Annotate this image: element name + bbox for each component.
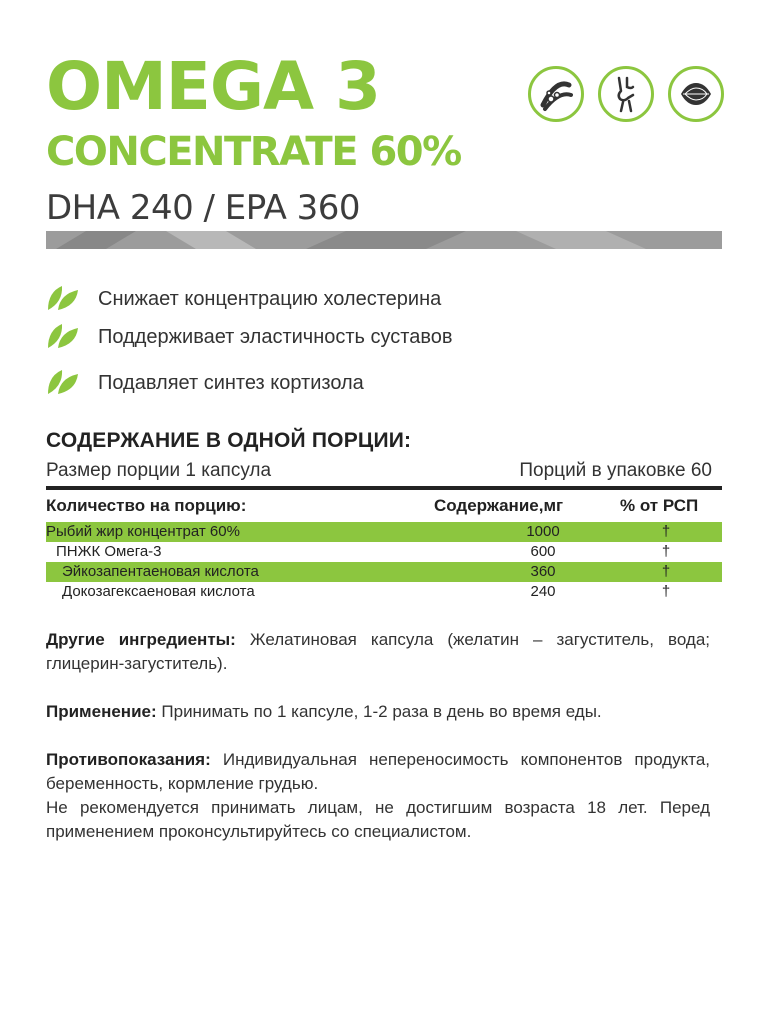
row-rsp: † [661,563,671,580]
benefit-text: Снижает концентрацию холестерина [98,288,442,310]
usage-label: Применение: [46,702,157,721]
row-name: Докозагексаеновая кислота [62,583,255,600]
benefit-text: Поддерживает эластичность суставов [98,326,453,348]
age-warning: Не рекомендуется принимать лицам, не достигшим возраста 18 лет. Перед применением проконсультируйтесь со специалистом. [46,798,710,841]
muscle-icon [668,66,724,122]
table-top-rule [46,486,722,490]
col-header-amount: Количество на порцию: [46,496,247,515]
leaf-icon [46,322,80,350]
joint-icon [598,66,654,122]
row-name: ПНЖК Омега-3 [56,543,162,560]
product-dosage: DHA 240 / EPA 360 [46,188,361,228]
row-value: 600 [530,543,556,560]
contraindications [46,748,710,796]
other-ingredients [46,628,710,676]
serving-size: Размер порции 1 капсула [46,460,272,481]
table-row [46,542,722,562]
contraindications-label: Противопоказания: [46,750,211,769]
row-rsp: † [661,583,671,600]
row-value: 360 [530,563,556,580]
benefit-icons [528,66,724,124]
contraindications-text: Индивидуальная непереносимость компонентов продукта, беременность, кормление грудью. [46,750,710,793]
row-rsp: † [661,543,671,560]
row-value: 1000 [526,523,560,540]
usage-text: Принимать по 1 капсуле, 1-2 раза в день во время еды. [161,702,602,721]
other-ingredients-text: Желатиновая капсула (желатин – загуститель, вода; глицерин-загуститель). [46,630,710,673]
row-name: Эйкозапентаеновая кислота [62,563,259,580]
row-name: Рыбий жир концентрат 60% [46,523,240,540]
dna-blood-icon [528,66,584,122]
leaf-icon [46,368,80,396]
row-value: 240 [530,583,556,600]
product-subtitle: CONCENTRATE 60% [46,129,461,175]
servings-per-container: Порций в упаковке 60 [519,460,712,481]
table-row [46,582,722,602]
table-row [46,522,722,542]
table-row [46,562,722,582]
benefit-text: Подавляет синтез кортизола [98,372,364,394]
decorative-stripe [46,231,722,249]
other-ingredients-label: Другие ингредиенты: [46,630,236,649]
col-header-rsp: % от РСП [620,496,699,515]
col-header-content: Содержание,мг [434,496,564,515]
row-rsp: † [661,523,671,540]
usage [46,700,710,724]
leaf-icon [46,284,80,312]
product-title: OMEGA 3 [46,48,381,125]
serving-title: СОДЕРЖАНИЕ В ОДНОЙ ПОРЦИИ: [46,429,412,452]
